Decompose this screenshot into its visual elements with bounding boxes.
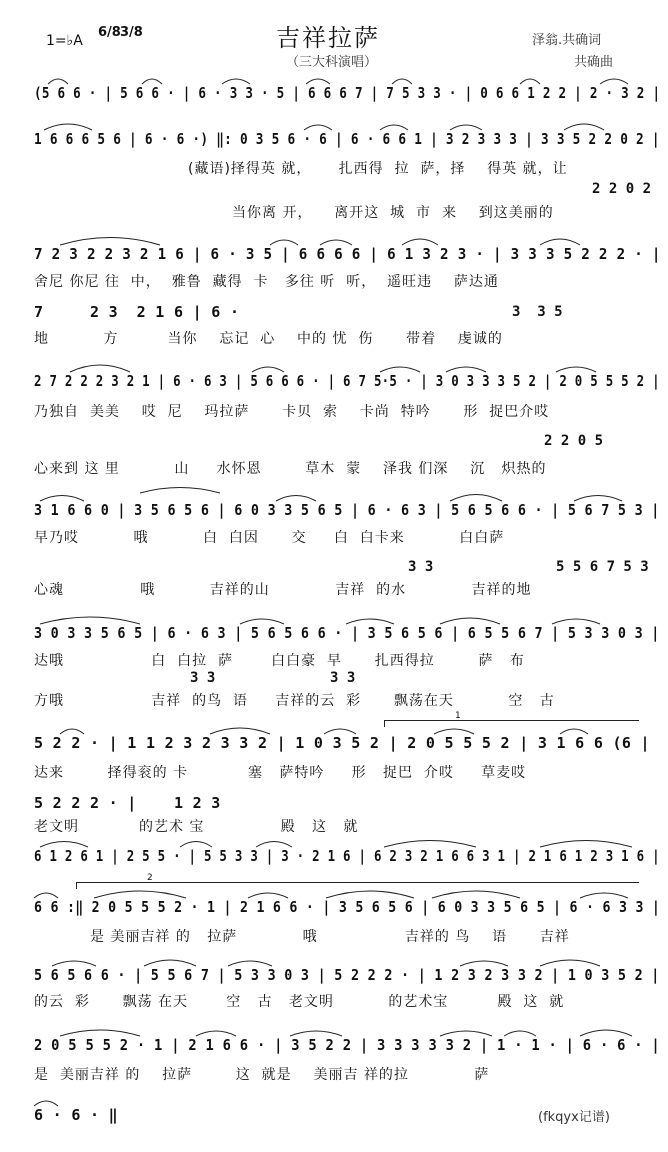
slur-arc	[324, 729, 356, 734]
key-signature: 1=♭A	[46, 33, 83, 49]
notation-line: 1 6 6 6 5 6 | 6 · 6 ·) ‖: 0 3 5 6 · 6 | 6 · 6 6 1 | 3 2 3 3 3 | 3 3 5 2 2 0 2 |	[34, 130, 660, 148]
slur-arc	[44, 124, 92, 130]
slur-arc	[94, 891, 186, 898]
slur-arc	[556, 367, 596, 372]
slur-arc	[222, 79, 250, 84]
notation-line: 6 6 :‖ 2 0 5 5 5 2 · 1 | 2 1 6 6 · | 3 5 6 5 6 | 6 0 3 3 5 6 5 | 6 · 6 3 3 |	[34, 898, 661, 916]
slur-arc	[34, 1101, 58, 1106]
slur-arc	[560, 729, 588, 734]
slur-arc	[380, 367, 420, 372]
slur-arc	[450, 125, 482, 130]
pickup-notes: 3 3	[330, 670, 356, 686]
slur-arc	[60, 238, 160, 246]
slur-arc	[460, 961, 508, 966]
slur-arc	[392, 79, 412, 84]
slur-arc	[290, 1031, 342, 1036]
notation-line: 5 2 2 · | 1 1 2 3 2 3 3 2 | 1 0 3 5 2 | 2 0 5 5 5 2 | 3 1 6 6 (6 |	[34, 734, 650, 752]
pickup-notes: 3 3	[190, 670, 216, 686]
slur-arc	[380, 125, 408, 130]
slur-arc	[320, 240, 352, 245]
slur-arc	[70, 365, 130, 372]
notation-line: (5 6 6 · | 5 6 6 · | 6 · 3 3 · 5 | 6 6 6 7 | 7 5 3 3 · | 0 6 6 1 2 2 | 2 · 3 2 |	[34, 84, 661, 102]
slur-arc	[450, 495, 502, 502]
lyric-line: 心魂 哦 吉祥的山 吉祥 的水 吉祥的地	[34, 582, 532, 598]
slur-arc	[40, 496, 84, 502]
lyric-line: 老文明 的艺术 宝 殿 这 就	[34, 819, 359, 835]
slur-arc	[196, 1031, 236, 1036]
lyric-line: 是 美丽吉祥 的 拉萨 这 就是 美丽吉 祥的拉 萨	[34, 1067, 490, 1083]
lyric-line: 的云 彩 飘荡 在天 空 古 老文明 的艺术宝 殿 这 就	[34, 994, 565, 1010]
slur-arc	[304, 125, 332, 130]
slur-arc	[574, 496, 622, 502]
slur-arc	[440, 1031, 492, 1036]
slur-arc	[40, 617, 140, 624]
slur-arc	[384, 841, 476, 848]
slur-arc	[306, 79, 330, 84]
slur-arc	[240, 619, 284, 624]
slur-arc	[402, 239, 438, 245]
pickup-notes: 2 2 0 5	[544, 433, 604, 449]
lyric-line: (藏语)择得英 就， 扎西得 拉 萨，择 得英 就，让	[188, 161, 568, 177]
slur-arc	[144, 960, 196, 966]
notation-line: 6 · 6 · ‖	[34, 1106, 118, 1124]
slur-arc	[346, 619, 394, 624]
notation-line: 6 1 2 6 1 | 2 5 5 · | 5 5 3 3 | 3 · 2 1 6 | 6 2 3 2 1 6 6 3 1 | 2 1 6 1 2 3 1 6 |	[34, 847, 660, 865]
notation-line: 3 0 3 3 5 6 5 | 6 · 6 3 | 5 6 5 6 6 · | 3 5 6 5 6 | 6 5 5 6 7 | 5 3 3 0 3 |	[34, 624, 660, 642]
slur-arc	[580, 1030, 632, 1036]
slur-arc	[440, 618, 500, 624]
slur-arc	[520, 79, 540, 84]
slur-arc	[552, 619, 600, 624]
lyric-line: 舍尼 你尼 往 中， 雅鲁 藏得 卡 多往 听 听， 遥旺违 萨达通	[34, 274, 499, 290]
pickup-notes: 3 3 5	[512, 304, 563, 320]
slur-arc	[326, 891, 414, 898]
slur-arc	[540, 960, 600, 966]
slur-arc	[248, 893, 288, 898]
slur-arc	[600, 79, 628, 84]
notation-line: 5 6 5 6 6 · | 5 5 6 7 | 5 3 3 0 3 | 5 2 2 2 · | 1 2 3 2 3 3 2 | 1 0 3 5 2 |	[34, 966, 660, 984]
lyric-line: 早乃哎 哦 白 白因 交 白 白卡来 白白萨	[34, 530, 505, 546]
alt-notation-line: 7 2 3 2 1 6 | 6 ·	[34, 303, 240, 321]
slur-arc	[256, 842, 292, 848]
transcriber-credit: (fkqyx记谱)	[538, 1110, 610, 1125]
slur-arc	[228, 961, 272, 966]
slur-arc	[434, 729, 474, 734]
lyric-line: 是 美丽吉祥 的 拉萨 哦 吉祥的 鸟 语 吉祥	[90, 929, 570, 945]
volta-bracket-2: 2	[76, 882, 639, 889]
lyric-line: 达哦 白 白拉 萨 白白豪 早 扎西得拉 萨 布	[34, 653, 525, 669]
slur-arc	[60, 1030, 140, 1036]
slur-arc	[40, 842, 88, 848]
pickup-notes: 5 5 6 7 5 3	[556, 559, 649, 575]
time-signature-2: 3/8	[120, 25, 143, 40]
slur-arc	[564, 124, 604, 130]
pickup-notes: 3 3	[408, 559, 434, 575]
slur-arc	[180, 842, 212, 848]
pickup-notes: 2 2 0 2	[592, 181, 652, 197]
lyric-line: 乃独自 美美 哎 尼 玛拉萨 卡贝 索 卡尚 特吟 形 捉巴介哎	[34, 404, 550, 420]
notation-line: 5 2 2 2 · | 1 2 3	[34, 794, 221, 812]
slur-arc	[140, 488, 220, 494]
composer-credit: 共确曲	[574, 55, 614, 70]
slur-arc	[48, 79, 68, 84]
lyric-line: 心来到 这 里 山 水怀恩 草木 蒙 泽我 们深 沉 炽热的	[34, 461, 547, 477]
notation-line: 7 2 3 2 2 3 2 1 6 | 6 · 3 5 | 6 6 6 6 | 6 1 3 2 3 · | 3 3 3 5 2 2 2 · |	[34, 245, 661, 263]
lyricist-credit: 泽翁.共确词	[532, 33, 602, 48]
slur-arc	[270, 240, 298, 245]
slur-arc	[580, 893, 628, 898]
slur-arc	[210, 728, 270, 734]
slur-arc	[60, 729, 84, 734]
slur-arc	[504, 1031, 536, 1036]
song-title: 吉祥拉萨	[276, 24, 380, 52]
time-signature-1: 6/8	[98, 25, 121, 40]
slur-arc	[446, 367, 486, 372]
slur-arc	[34, 893, 58, 898]
performer-subtitle: （三大科演唱）	[286, 55, 378, 70]
slur-arc	[432, 891, 520, 898]
notation-line: 2 7 2 2 2 3 2 1 | 6 · 6 3 | 5 6 6 6 · | 6 7 5·5 · | 3 0 3 3 3 5 2 | 2 0 5 5 5 2 |	[34, 372, 660, 390]
lyric-line: 达来 择得衮的 卡 塞 萨特吟 形 捉巴 介哎 草麦哎	[34, 765, 527, 781]
lyric-line: 地 方 当你 忘记 心 中的 忧 伤 带着 虔诚的	[34, 331, 503, 347]
slur-arc	[540, 239, 580, 245]
slur-arc	[252, 367, 284, 372]
notation-line: 3 1 6 6 0 | 3 5 6 5 6 | 6 0 3 3 5 6 5 | 6 · 6 3 | 5 6 5 6 6 · | 5 6 7 5 3 |	[34, 501, 660, 519]
slur-arc	[540, 841, 632, 848]
notation-line: 2 0 5 5 5 2 · 1 | 2 1 6 6 · | 3 5 2 2 | 3 3 3 3 3 2 | 1 · 1 · | 6 · 6 · |	[34, 1036, 660, 1054]
slur-arc	[276, 496, 316, 502]
lyric-line: 当你离 开， 离开这 城 市 来 到这美丽的	[232, 205, 554, 221]
slur-arc	[142, 79, 162, 84]
volta-bracket-1: 1	[384, 720, 639, 727]
lyric-line: 方哦 吉祥 的鸟 语 吉祥的云 彩 飘荡在天 空 古	[34, 693, 555, 709]
slur-arc	[52, 961, 96, 966]
